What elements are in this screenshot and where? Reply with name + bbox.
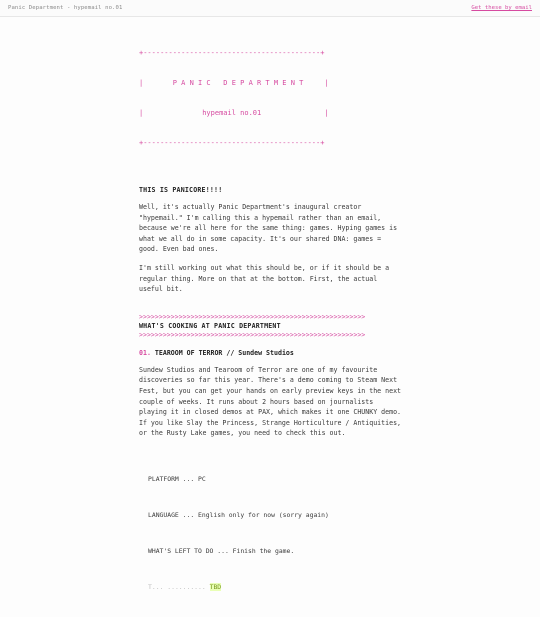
- game-details: [139, 449, 404, 617]
- detail-todo: WHAT'S LEFT TO DO ... Finish the game.: [148, 546, 295, 555]
- intro-paragraph-2: I'm still working out what this should be, or if it should be a regular thing. More on that at the bottom. First, the actual useful bit.: [139, 263, 390, 294]
- banner-title: | P A N I C D E P A R T M E N T |: [139, 79, 329, 87]
- page-tab-title: Panic Department - hypemail no.01: [8, 5, 123, 11]
- ascii-banner: [139, 28, 404, 168]
- banner-bottom-border: +------------------------------------------+: [139, 139, 325, 147]
- newsletter-content: [139, 28, 404, 617]
- section-header: [139, 313, 404, 340]
- intro-paragraph-1: Well, it's actually Panic Department's inaugural creator "hypemail." I'm calling this a hypemail rather than an email, because we're all here for the same thing: games. Hyping games is what we all do in some capacity. It's our shared DNA: games = good. Even bad ones.: [139, 203, 398, 254]
- game-description: Sundew Studios and Tearoom of Terror are one of my favourite discoveries so far this year. There's a demo coming to Steam Next Fest, but you can get your hands on early preview keys in the next couple of weeks. It runs about 2 hours based on journalists playing it in closed demos at PAX, which makes it one CHUNKY demo. If you like Slay the Princess, Strange Horticulture / Antiquities, or the Rusty Lake games, you need to check this out.: [139, 365, 402, 438]
- get-by-email-link[interactable]: Get these by email: [471, 5, 532, 11]
- top-bar: [0, 0, 540, 17]
- detail-language: LANGUAGE ... English only for now (sorry again): [148, 510, 329, 519]
- intro-headline: THIS IS PANICORE!!!!: [139, 186, 223, 194]
- banner-subtitle: | hypemail no.01 |: [139, 109, 329, 117]
- detail-cut-off-line: T... .......... TBD: [148, 582, 222, 591]
- game-heading: [139, 349, 404, 357]
- detail-platform: PLATFORM ... PC: [148, 474, 206, 483]
- section-divider-bottom: >>>>>>>>>>>>>>>>>>>>>>>>>>>>>>>>>>>>>>>>>>>>>>>>>>>>>>>>>: [139, 330, 366, 339]
- section-title: WHAT'S COOKING AT PANIC DEPARTMENT: [139, 321, 281, 330]
- section-divider-top: >>>>>>>>>>>>>>>>>>>>>>>>>>>>>>>>>>>>>>>>>>>>>>>>>>>>>>>>>: [139, 312, 366, 321]
- banner-top-border: +------------------------------------------+: [139, 49, 325, 57]
- game-title: TEAROOM OF TERROR // Sundew Studios: [154, 348, 294, 357]
- game-number: 01.: [139, 348, 151, 357]
